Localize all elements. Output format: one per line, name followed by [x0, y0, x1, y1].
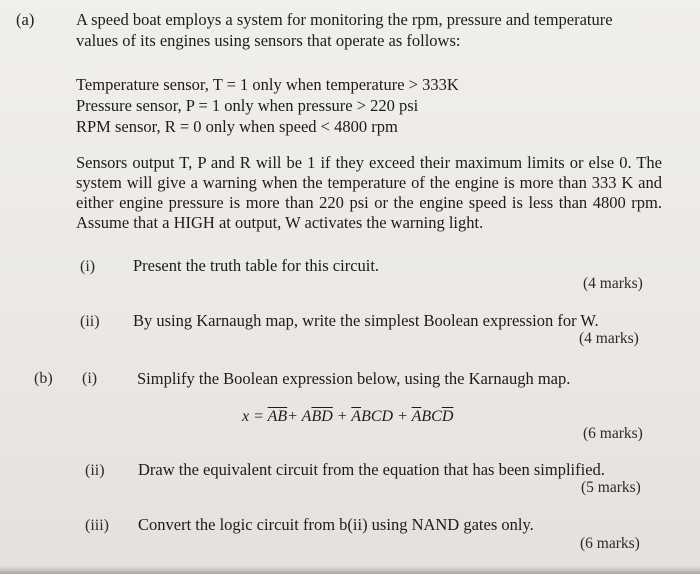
sensor-temperature: Temperature sensor, T = 1 only when temperature > 333K: [76, 75, 459, 94]
part-a-intro-line2: values of its engines using sensors that operate as follows:: [76, 31, 461, 50]
expr-term4-b: BC: [421, 408, 442, 425]
expr-term3-b: BCD: [361, 408, 394, 425]
expr-term3-a: $\overline{A}$: [351, 408, 362, 425]
a-ii-marks: (4 marks): [579, 330, 639, 347]
expr-term4-c: $\overline{D}$: [441, 408, 454, 425]
b-ii-marks: (5 marks): [581, 479, 641, 496]
b-i-marks: (6 marks): [583, 425, 643, 442]
expr-plus3: +: [393, 408, 412, 425]
b-i-number: (i): [82, 370, 98, 387]
part-b-label: (b): [34, 370, 53, 387]
part-a-intro-line1: A speed boat employs a system for monitoring the rpm, pressure and temperature: [76, 10, 613, 29]
a-ii-question: By using Karnaugh map, write the simplest Boolean expression for W.: [133, 311, 599, 330]
a-ii-number: (ii): [80, 313, 100, 330]
b-ii-question: Draw the equivalent circuit from the equation that has been simplified.: [138, 460, 605, 479]
b-iii-question: Convert the logic circuit from b(ii) using NAND gates only.: [138, 515, 534, 534]
part-a-label: (a): [16, 10, 35, 29]
expr-term2-b: $\overline{BD}$: [311, 408, 333, 425]
expr-term2-a: A: [301, 408, 312, 425]
expr-term4-a: $\overline{A}$: [411, 408, 422, 425]
sensor-pressure: Pressure sensor, P = 1 only when pressure > 220 psi: [76, 96, 419, 115]
expr-plus1: +: [287, 408, 302, 425]
b-iii-marks: (6 marks): [580, 535, 640, 552]
expr-term1: $\overline{AB}$: [267, 408, 288, 425]
page-edge-shadow: [0, 566, 700, 574]
a-i-marks: (4 marks): [583, 275, 643, 292]
expr-plus2: +: [332, 408, 352, 425]
boolean-expression: [242, 408, 453, 426]
problem-paragraph: Sensors output T, P and R will be 1 if they exceed their maximum limits or else 0. The system will give a warning when the temperature of the engine is more than 333 K and either engine pressure is more than 220 psi or the engine speed is less than 4800 rpm. Assume that a HIGH at output, W activates the warning light.: [76, 153, 662, 232]
a-i-number: (i): [80, 258, 96, 275]
b-iii-number: (iii): [85, 517, 109, 534]
b-ii-number: (ii): [85, 462, 105, 479]
expr-lhs: x =: [242, 408, 268, 425]
sensor-rpm: RPM sensor, R = 0 only when speed < 4800 rpm: [76, 117, 398, 136]
a-i-question: Present the truth table for this circuit.: [133, 256, 380, 275]
b-i-question: Simplify the Boolean expression below, using the Karnaugh map.: [137, 369, 571, 388]
